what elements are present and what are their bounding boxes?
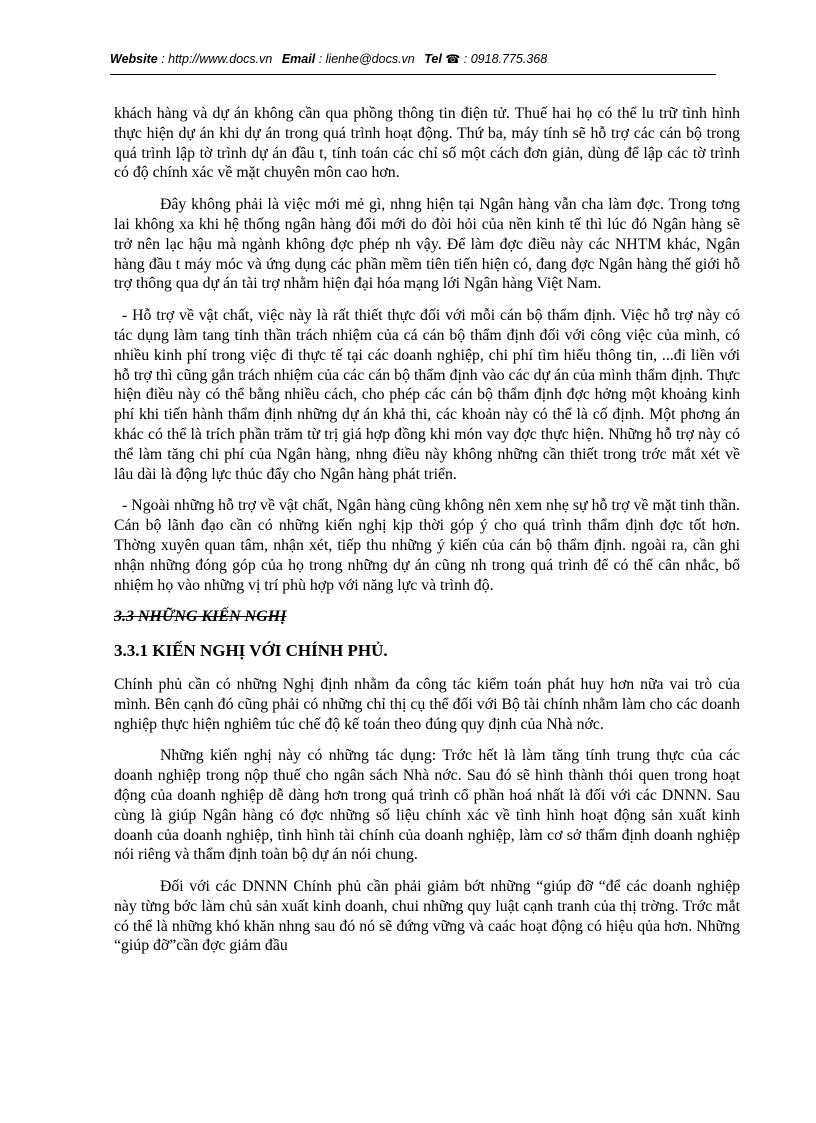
tel-value: : 0918.775.368 (463, 52, 548, 66)
paragraph-1: khách hàng và dự án không cần qua phồng thông tin điện tử. Thuế hai họ có thể lu trữ tình hình thực hiện dự án khi dự án trong quá trình hoạt động. Thứ ba, máy tính sẽ hỗ trợ các cán bộ trong quá trình lập tờ trình dự án đầu t, tính toán các chỉ số một cách đơn giản, dùng để lập các tờ trình có độ chính xác về mặt chuyên môn cao hơn. (114, 105, 740, 182)
paragraph-6: Những kiến nghị này có những tác dụng: Trớc hết là làm tăng tính trung thực của các doanh nghiệp trong nộp thuế cho ngân sách Nhà nớc. Sau đó sẽ hình thành thói quen trong hoạt động của doanh nghiệp dễ dàng hơn trong quá trình cổ phần hoá nhất là đối với các DNNN. Sau cùng là giúp Ngân hàng có đợc những số liệu chính xác về tình hình hoạt động sản xuất kinh doanh của doanh nghiệp, tình hình tài chính của doanh nghiệp, làm cơ sở thẩm định doanh nghiệp nói riêng và thẩm định toàn bộ dự án nói chung. (114, 747, 740, 864)
paragraph-4: - Ngoài những hỗ trợ về vật chất, Ngân hàng cũng không nên xem nhẹ sự hỗ trợ về mặt tinh thần. Cán bộ lãnh đạo cần có những kiến nghị kịp thời góp ý cho quá trình thẩm định đợc tốt hơn. Thờng xuyên quan tâm, nhận xét, tiếp thu những ý kiến của cán bộ thẩm định. ngoài ra, cần ghi nhận những đóng góp của họ trong những dự án cũng nh trong quá trình để có thể cân nhắc, bổ nhiệm họ vào những vị trí phù hợp với năng lực và trình độ. (114, 497, 740, 594)
phone-icon: ☎ (445, 52, 461, 66)
section-title: 3.3 NHỮNG KIẾN NGHỊ (114, 608, 287, 626)
paragraph-7: Đối với các DNNN Chính phủ cần phải giảm bớt những “giúp đỡ “để các doanh nghiệp này từng bớc làm chủ sản xuất kinh doanh, chui những quy luật cạnh tranh của thị trờng. Trớc mắt có thể là những khó khăn nhng sau đó nó sẽ đứng vững và caác hoạt động có hiệu qủa hơn. Những “giúp đỡ”cần đợc giảm đầu (114, 878, 740, 955)
email-label: Email (281, 52, 316, 66)
website-value: : http://www.docs.vn (161, 52, 273, 66)
header-rule (110, 74, 716, 75)
website-label: Website (110, 52, 158, 66)
subsection-title: 3.3.1 KIẾN NGHỊ VỚI CHÍNH PHỦ. (114, 641, 388, 661)
paragraph-5: Chính phủ cần có những Nghị định nhằm đa công tác kiểm toán phát huy hơn nữa vai trò của mình. Bên cạnh đó cũng phải có những chỉ thị cụ thể đối với Bộ tài chính nhằm làm cho các doanh nghiệp thực hiện nghiêm túc chế độ kế toán theo đúng quy định của Nhà nớc. (114, 675, 740, 733)
paragraph-2: Đây không phải là việc mới mẻ gì, nhng hiện tại Ngân hàng vẫn cha làm đợc. Trong tơng lai không xa khi hệ thống ngân hàng đổi mới do đòi hỏi của nền kinh tế thì lúc đó Ngân hàng sẽ trở nên lạc hậu mà ngành không đợc phép nh vậy. Để làm đợc điều này các NHTM khác, Ngân hàng đầu t máy móc và ứng dụng các phần mềm tiên tiến hiện có, đang đợc Ngân hàng thế giới hỗ trợ thông qua dự án tài trợ nhằm hiện đại hóa mạng lới Ngân hàng Việt Nam. (114, 196, 740, 293)
document-body (114, 104, 740, 968)
tel-label: Tel (424, 52, 442, 66)
email-value: : lienhe@docs.vn (318, 52, 415, 66)
paragraph-3: - Hỗ trợ về vật chất, việc này là rất thiết thực đối với mỗi cán bộ thẩm định. Việc hỗ trợ này có tác dụng làm tang tinh thần trách nhiệm của cá cán bộ thẩm định đối với công việc của mình, có nhiều kinh phí trong việc đi thực tế tại các doanh nghiệp, chi phí tìm hiểu thông tin, ...đi liền với hỗ trợ thì cũng gắn trách nhiệm của các cán bộ thẩm định vào các dự án của mình thẩm định. Thực hiện điều này có thể bằng nhiều cách, cho phép các cán bộ thẩm định đợc hởng một khoảng kinh phí khi tiến hành thẩm định những dự án khả thi, các khoản này có thể là cố định. Một phơng án khác có thể là trích phần trăm từ trị giá hợp đồng khi món vay đợc thực hiện. Những hỗ trợ này có thể làm tăng chi phí của Ngân hàng, nhng điều này không những cần thiết trong trớc mắt xét về lâu dài là động lực thúc đẩy cho Ngân hàng phát triển. (114, 307, 740, 483)
page-header (110, 52, 710, 66)
